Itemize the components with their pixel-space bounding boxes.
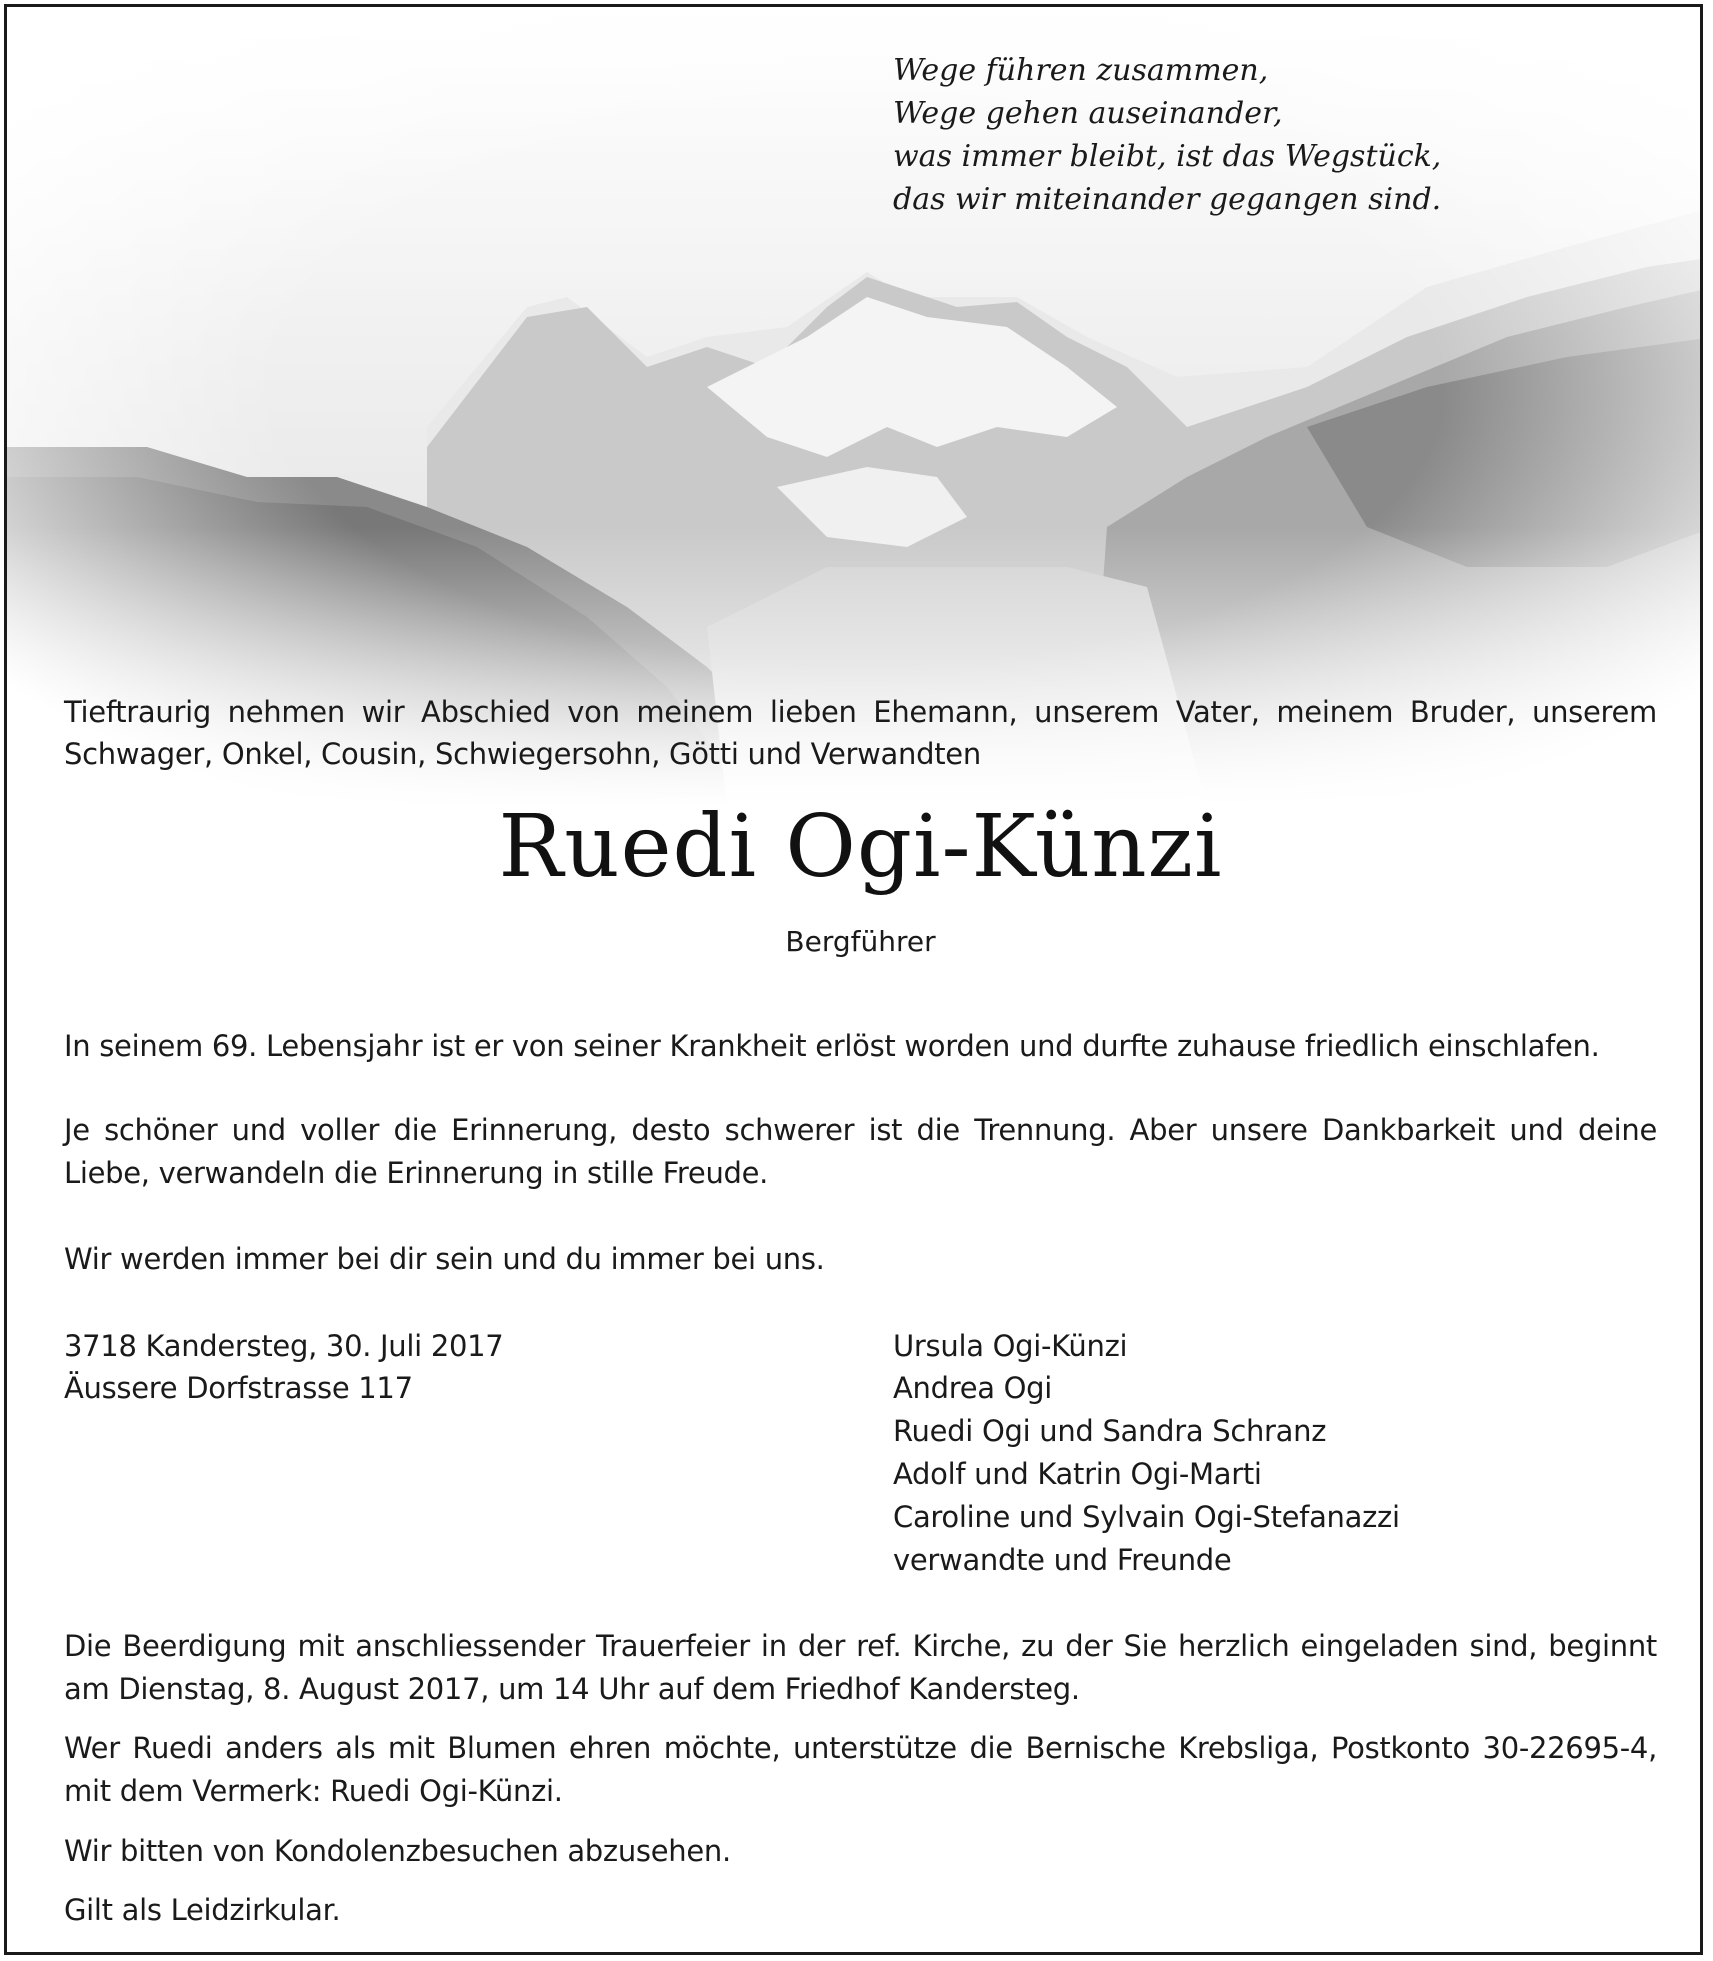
mourner: verwandte und Freunde: [893, 1543, 1232, 1577]
poem-line: Wege gehen auseinander,: [893, 96, 1283, 131]
paragraph-memory-line-2: Liebe, verwandeln die Erinnerung in stille Freude.: [64, 1156, 769, 1190]
mourner: Caroline und Sylvain Ogi-Stefanazzi: [893, 1500, 1400, 1534]
obituary-frame: [4, 4, 1703, 1955]
mourner: Adolf und Katrin Ogi-Marti: [893, 1457, 1262, 1491]
condolence-note: Wir bitten von Kondolenzbesuchen abzusehen.: [64, 1834, 731, 1868]
poem-line: das wir miteinander gegangen sind.: [893, 182, 1442, 217]
poem: [893, 49, 1441, 221]
address-line-1: 3718 Kandersteg, 30. Juli 2017: [64, 1329, 504, 1363]
intro-line-2: Schwager, Onkel, Cousin, Schwiegersohn, Götti und Verwandten: [64, 737, 981, 771]
intro-line-1: Tieftraurig nehmen wir Abschied von meinem lieben Ehemann, unserem Vater, meinem Bruder, unserem: [64, 695, 1657, 729]
address-line-2: Äussere Dorfstrasse 117: [64, 1371, 413, 1405]
poem-line: Wege führen zusammen,: [893, 53, 1269, 88]
funeral-line-1: Die Beerdigung mit anschliessender Trauerfeier in der ref. Kirche, zu der Sie herzlich eingeladen sind, beginnt: [64, 1629, 1657, 1663]
funeral-line-2: am Dienstag, 8. August 2017, um 14 Uhr auf dem Friedhof Kandersteg.: [64, 1672, 1080, 1706]
paragraph-memory-line-1: Je schöner und voller die Erinnerung, desto schwerer ist die Trennung. Aber unsere Dankbarkeit und deine: [64, 1113, 1657, 1147]
donation-line-2: mit dem Vermerk: Ruedi Ogi-Künzi.: [64, 1774, 563, 1808]
donation-line-1: Wer Ruedi anders als mit Blumen ehren möchte, unterstütze die Bernische Krebsliga, Postkonto 30-22695-4,: [64, 1731, 1657, 1765]
paragraph-lifespan: In seinem 69. Lebensjahr ist er von seiner Krankheit erlöst worden und durfte zuhause friedlich einschlafen.: [64, 1029, 1600, 1063]
circular-note: Gilt als Leidzirkular.: [64, 1893, 341, 1927]
deceased-name: Ruedi Ogi-Künzi: [498, 797, 1223, 897]
mountain-landscape-image: [7, 7, 1703, 807]
deceased-profession: Bergführer: [785, 925, 936, 958]
poem-line: was immer bleibt, ist das Wegstück,: [893, 139, 1442, 174]
mourner: Ruedi Ogi und Sandra Schranz: [893, 1414, 1327, 1448]
paragraph-farewell: Wir werden immer bei dir sein und du immer bei uns.: [64, 1242, 825, 1276]
mourner: Andrea Ogi: [893, 1371, 1053, 1405]
mourner: Ursula Ogi-Künzi: [893, 1329, 1128, 1363]
